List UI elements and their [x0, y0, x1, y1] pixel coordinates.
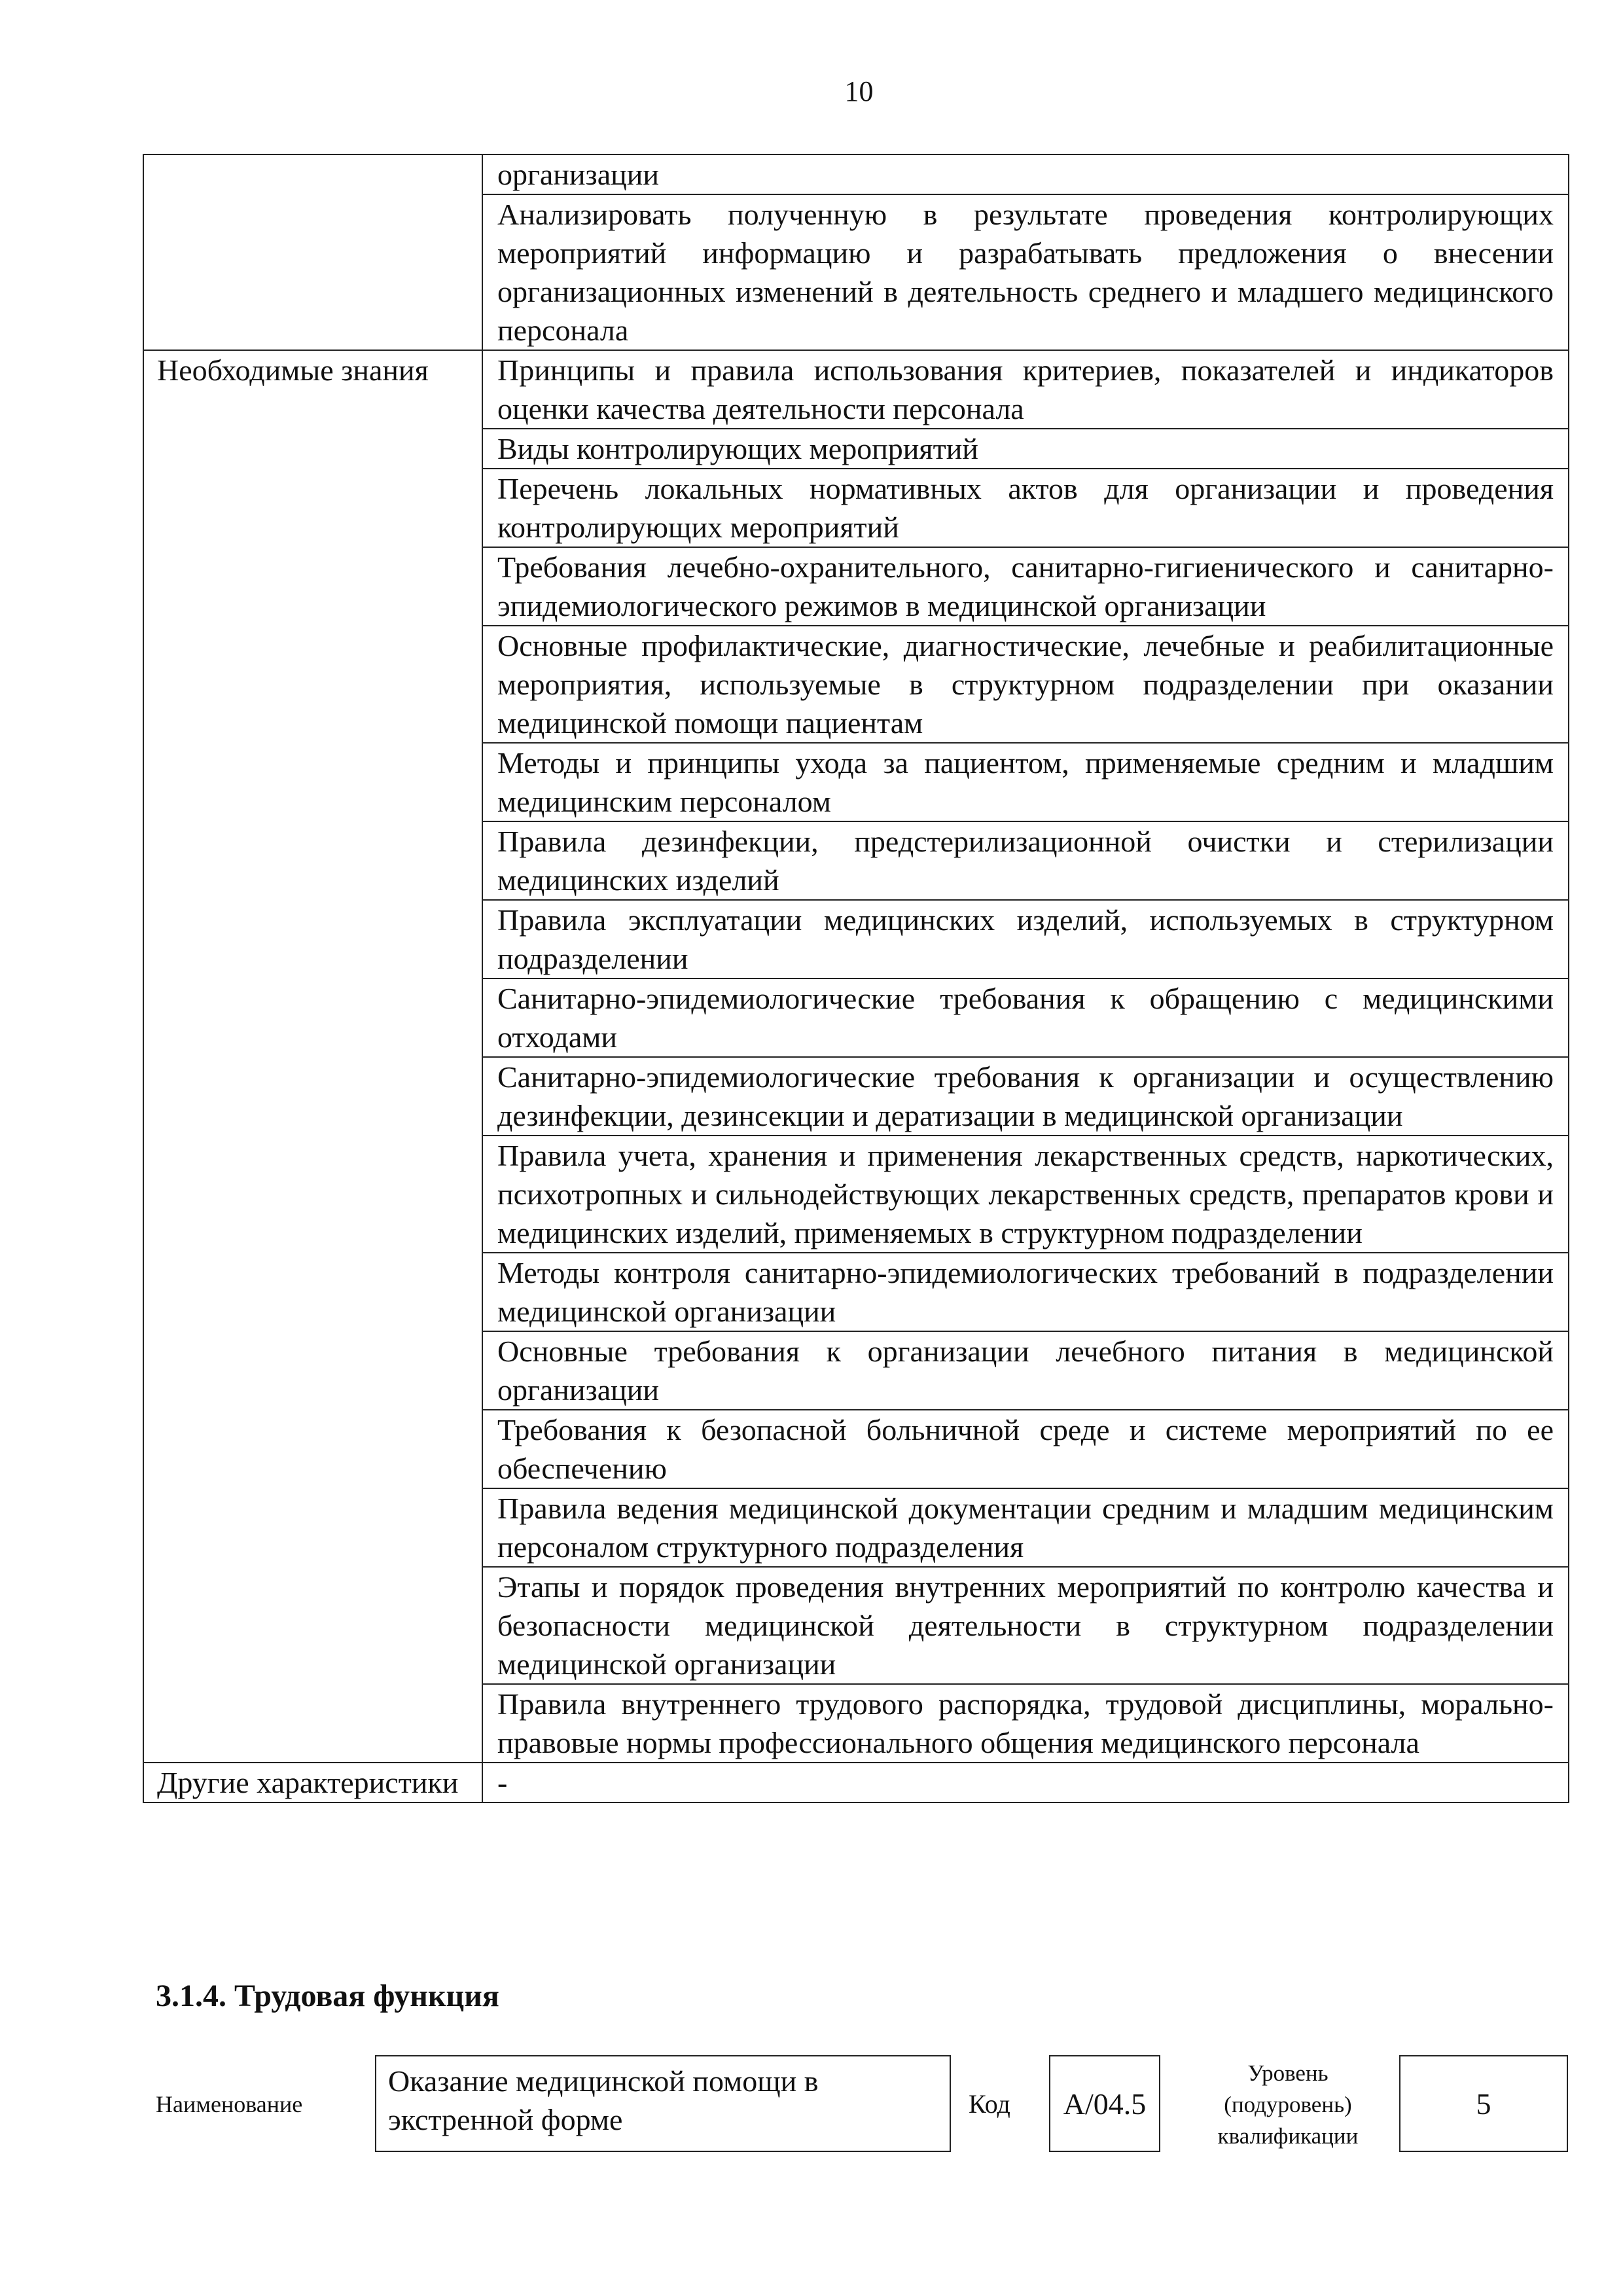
table-cell: Требования к безопасной больничной среде и системе мероприятий по ее обеспечению — [482, 1410, 1569, 1488]
table-cell: Принципы и правила использования критериев, показателей и индикаторов оценки качества деятельности персонала — [482, 350, 1569, 429]
table-cell: Правила эксплуатации медицинских изделий, используемых в структурном подразделении — [482, 900, 1569, 978]
table-cell: Анализировать полученную в результате проведения контролирующих мероприятий информацию и разрабатывать предложения о внесении организационных изменений в деятельность среднего и младшего медицинского персонала — [482, 194, 1569, 350]
table-cell: Санитарно-эпидемиологические требования к обращению с медицинскими отходами — [482, 978, 1569, 1057]
table-cell: Основные профилактические, диагностические, лечебные и реабилитационные мероприятия, используемые в структурном подразделении при оказании медицинской помощи пациентам — [482, 626, 1569, 743]
row-label — [143, 154, 482, 350]
code-value: А/04.5 — [1063, 2087, 1147, 2121]
table-cell: Правила дезинфекции, предстерилизационной очистки и стерилизации медицинских изделий — [482, 821, 1569, 900]
table-cell: Перечень локальных нормативных актов для организации и проведения контролирующих мероприятий — [482, 469, 1569, 547]
table-cell: Правила учета, хранения и применения лекарственных средств, наркотических, психотропных и сильнодействующих лекарственных средств, препаратов крови и медицинских изделий, применяемых в структурном подразделении — [482, 1136, 1569, 1253]
name-value: Оказание медицинской помощи в экстренной форме — [388, 2064, 819, 2136]
section-title: 3.1.4. Трудовая функция — [156, 1979, 499, 2013]
code-label: Код — [969, 2089, 1010, 2119]
page-number: 10 — [844, 75, 874, 107]
level-value-box — [1399, 2055, 1568, 2152]
table-cell: Методы контроля санитарно-эпидемиологических требований в подразделении медицинской организации — [482, 1253, 1569, 1331]
table-cell: Правила внутреннего трудового распорядка, трудовой дисциплины, морально-правовые нормы профессионального общения медицинского персонала — [482, 1684, 1569, 1763]
table-cell: Санитарно-эпидемиологические требования к организации и осуществлению дезинфекции, дезинсекции и дератизации в медицинской организации — [482, 1057, 1569, 1136]
requirements-table — [143, 154, 1569, 1803]
table-cell: организации — [482, 154, 1569, 194]
table-row — [143, 350, 1569, 429]
level-value: 5 — [1476, 2087, 1491, 2121]
table-cell: Методы и принципы ухода за пациентом, применяемые средним и младшим медицинским персоналом — [482, 743, 1569, 821]
row-label: Другие характеристики — [143, 1763, 482, 1803]
table-cell: Виды контролирующих мероприятий — [482, 429, 1569, 469]
level-label: Уровень (подуровень) квалификации — [1217, 2060, 1359, 2149]
table-row — [143, 154, 1569, 194]
name-value-box — [375, 2055, 951, 2152]
table-row — [143, 1763, 1569, 1803]
table-cell: Основные требования к организации лечебного питания в медицинской организации — [482, 1331, 1569, 1410]
row-label: Необходимые знания — [143, 350, 482, 1763]
table-cell: Требования лечебно-охранительного, санитарно-гигиенического и санитарно-эпидемиологического режимов в медицинской организации — [482, 547, 1569, 626]
code-value-box — [1049, 2055, 1160, 2152]
table-cell: Этапы и порядок проведения внутренних мероприятий по контролю качества и безопасности медицинской деятельности в структурном подразделении медицинской организации — [482, 1567, 1569, 1684]
name-label: Наименование — [156, 2091, 303, 2117]
table-cell: Правила ведения медицинской документации средним и младшим медицинским персоналом структурного подразделения — [482, 1488, 1569, 1567]
table-cell: - — [482, 1763, 1569, 1803]
